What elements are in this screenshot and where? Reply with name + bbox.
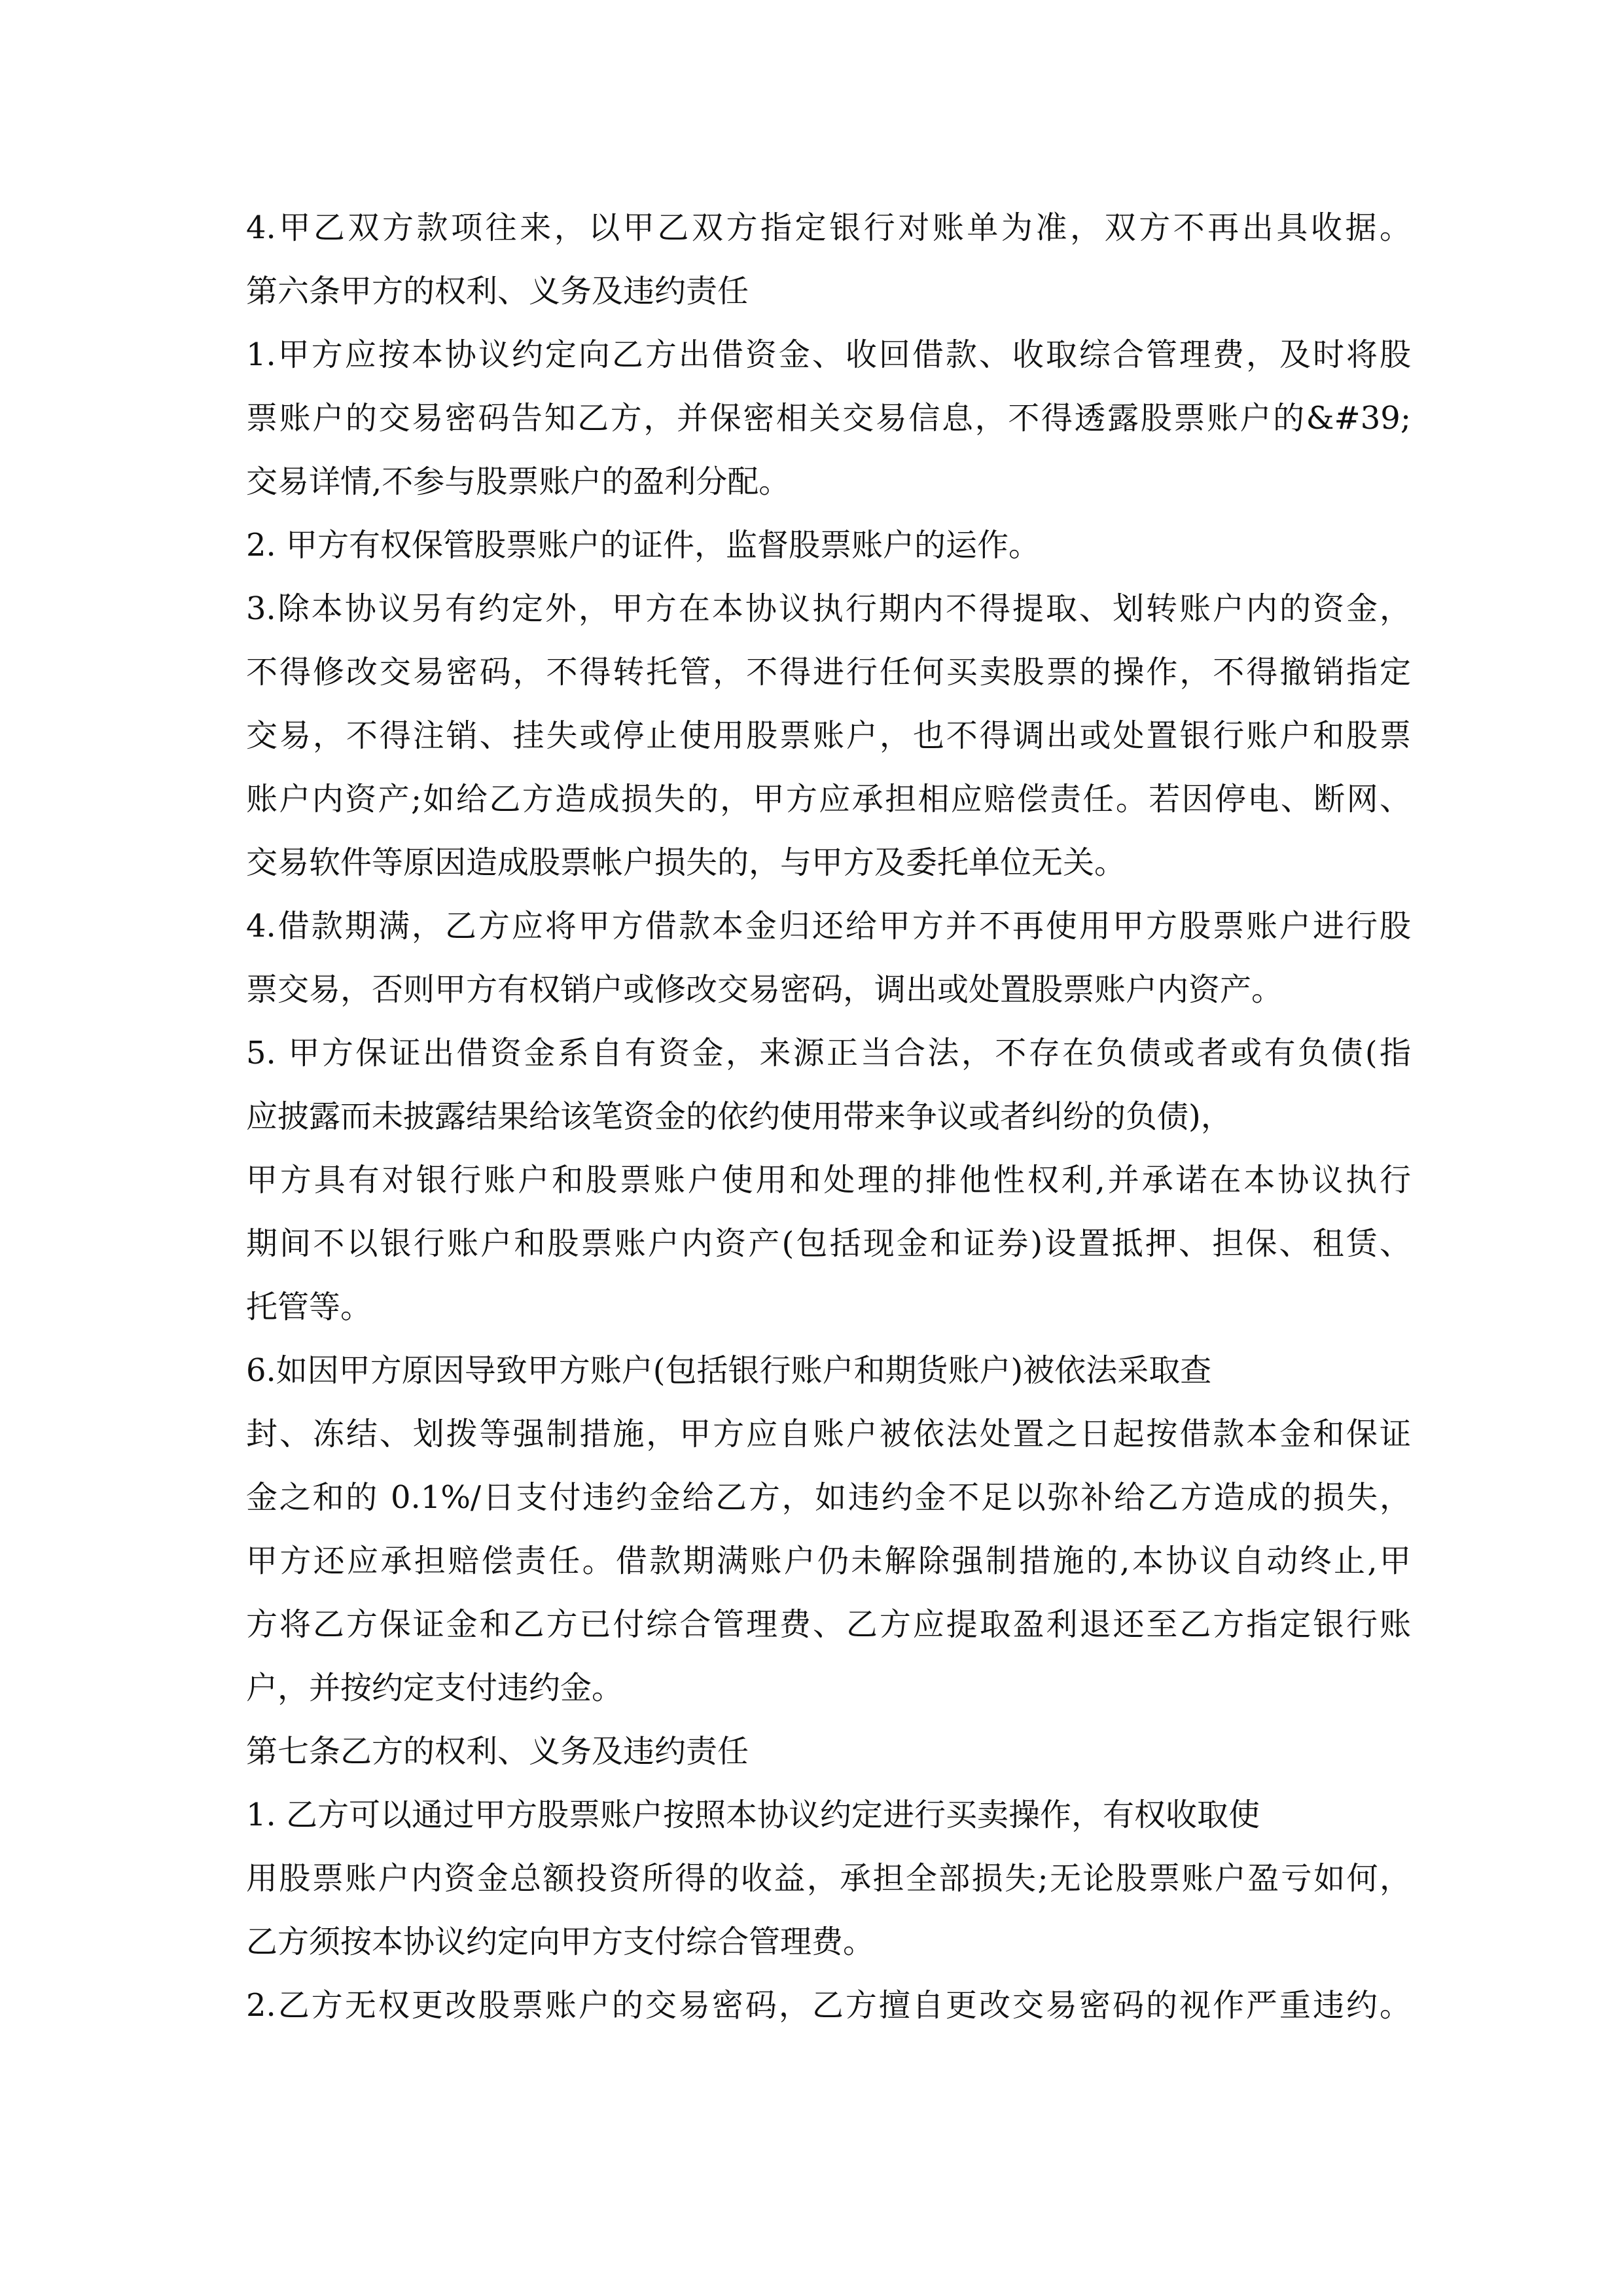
text-line: 2. 甲方有权保管股票账户的证件，监督股票账户的运作。 (246, 527, 1041, 564)
text-line: 1.甲方应按本协议约定向乙方出借资金、收回借款、收取综合管理费，及时将股 (246, 336, 1411, 373)
text-line: 金之和的 0.1%/日支付违约金给乙方，如违约金不足以弥补给乙方造成的损失， (246, 1479, 1411, 1516)
text-line: 应披露而未披露结果给该笔资金的依约使用带来争议或者纠纷的负债)， (246, 1098, 1232, 1135)
text-line: 交易，不得注销、挂失或停止使用股票账户，也不得调出或处置银行账户和股票 (246, 717, 1411, 754)
text-line: 乙方须按本协议约定向甲方支付综合管理费。 (246, 1924, 875, 1960)
text-line: 6.如因甲方原因导致甲方账户(包括银行账户和期货账户)被依法采取查 (246, 1352, 1212, 1389)
text-line: 期间不以银行账户和股票账户内资产(包括现金和证券)设置抵押、担保、租赁、 (246, 1225, 1411, 1262)
text-line: 3.除本协议另有约定外，甲方在本协议执行期内不得提取、划转账户内的资金， (246, 590, 1411, 627)
text-line: 甲方还应承担赔偿责任。借款期满账户仍未解除强制措施的,本协议自动终止,甲 (246, 1543, 1411, 1579)
text-line: 5. 甲方保证出借资金系自有资金，来源正当合法，不存在负债或者或有负债(指 (246, 1035, 1411, 1071)
text-line: 4.借款期满，乙方应将甲方借款本金归还给甲方并不再使用甲方股票账户进行股 (246, 908, 1411, 944)
text-line: 交易软件等原因造成股票帐户损失的，与甲方及委托单位无关。 (246, 844, 1126, 881)
document-body (246, 196, 1411, 2037)
text-line: 第七条乙方的权利、义务及违约责任 (246, 1733, 749, 1770)
text-line: 甲方具有对银行账户和股票账户使用和处理的排他性权利,并承诺在本协议执行 (246, 1162, 1411, 1198)
text-line: 方将乙方保证金和乙方已付综合管理费、乙方应提取盈利退还至乙方指定银行账 (246, 1606, 1411, 1643)
text-line: 托管等。 (246, 1289, 372, 1325)
text-line: 2.乙方无权更改股票账户的交易密码，乙方擅自更改交易密码的视作严重违约。 (246, 1987, 1411, 2024)
text-line: 交易详情,不参与股票账户的盈利分配。 (246, 463, 791, 500)
text-line: 1. 乙方可以通过甲方股票账户按照本协议约定进行买卖操作，有权收取使 (246, 1797, 1260, 1833)
text-line: 4.甲乙双方款项往来，以甲乙双方指定银行对账单为准，双方不再出具收据。 (246, 209, 1411, 246)
text-line: 第六条甲方的权利、义务及违约责任 (246, 273, 749, 310)
text-line: 户，并按约定支付违约金。 (246, 1670, 624, 1706)
text-line: 用股票账户内资金总额投资所得的收益，承担全部损失;无论股票账户盈亏如何， (246, 1860, 1411, 1897)
text-line: 不得修改交易密码，不得转托管，不得进行任何买卖股票的操作，不得撤销指定 (246, 654, 1411, 691)
text-line: 封、冻结、划拨等强制措施，甲方应自账户被依法处置之日起按借款本金和保证 (246, 1416, 1411, 1452)
text-line: 账户内资产;如给乙方造成损失的，甲方应承担相应赔偿责任。若因停电、断网、 (246, 781, 1411, 817)
text-line: 票交易，否则甲方有权销户或修改交易密码，调出或处置股票账户内资产。 (246, 971, 1283, 1008)
text-line: 票账户的交易密码告知乙方，并保密相关交易信息，不得透露股票账户的&#39; (246, 400, 1411, 437)
